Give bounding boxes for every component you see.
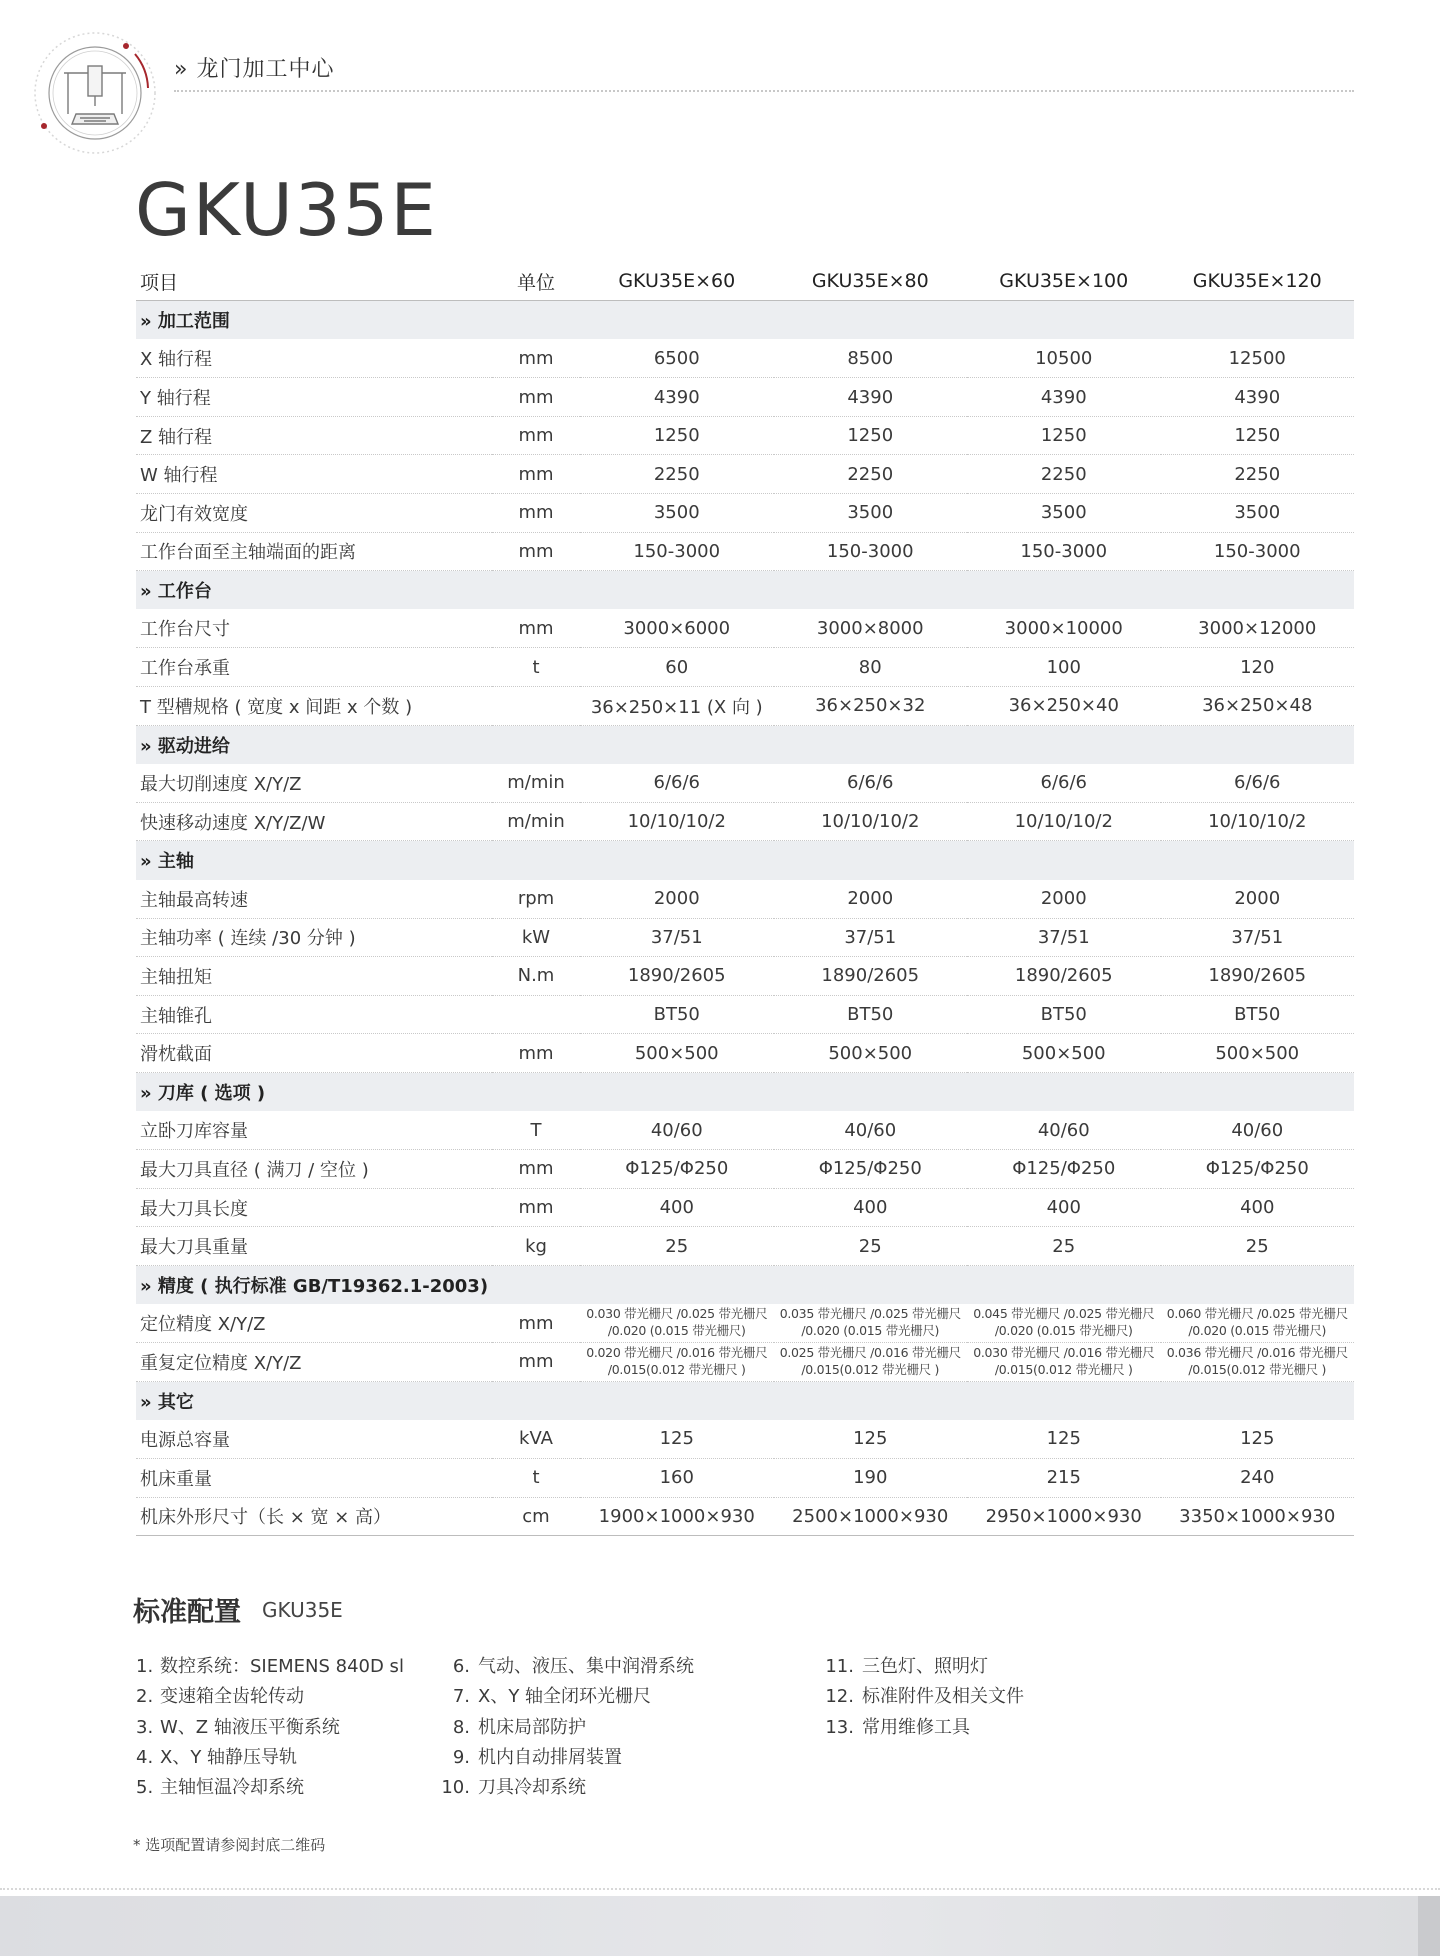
row-value: 40/60	[580, 1111, 774, 1150]
footer-band	[0, 1896, 1418, 1956]
row-value: 215	[967, 1458, 1161, 1497]
row-value: BT50	[1161, 995, 1355, 1034]
row-value: 400	[774, 1188, 968, 1227]
row-value: 37/51	[967, 918, 1161, 957]
row-value: 10/10/10/2	[580, 802, 774, 841]
row-item-label: 机床重量	[136, 1458, 492, 1497]
row-unit: kg	[492, 1227, 580, 1266]
config-item-text: 变速箱全齿轮传动	[160, 1686, 304, 1708]
config-list-2	[440, 1652, 694, 1803]
table-row	[136, 1034, 1354, 1073]
config-item-number: 4.	[136, 1746, 154, 1768]
row-value: 2250	[580, 455, 774, 494]
row-value: 500×500	[774, 1034, 968, 1073]
config-list-3	[820, 1652, 1024, 1743]
row-value: 500×500	[580, 1034, 774, 1073]
row-value: 25	[1161, 1227, 1355, 1266]
config-item-number: 5.	[136, 1777, 154, 1799]
row-value: 0.030 带光栅尺 /0.016 带光栅尺 /0.015(0.012 带光栅尺 )	[967, 1343, 1161, 1382]
row-unit: mm	[492, 532, 580, 571]
row-value: 12500	[1161, 339, 1355, 378]
row-unit: mm	[492, 416, 580, 455]
row-value: 60	[580, 648, 774, 687]
config-item-text: W、Z 轴液压平衡系统	[160, 1716, 340, 1738]
config-item	[440, 1743, 694, 1773]
row-unit: mm	[492, 339, 580, 378]
row-value: 6500	[580, 339, 774, 378]
row-item-label: 立卧刀库容量	[136, 1111, 492, 1150]
row-value: 3000×10000	[967, 609, 1161, 648]
row-value: 4390	[580, 378, 774, 417]
model-title: GKU35E	[135, 168, 438, 252]
row-unit: rpm	[492, 880, 580, 919]
row-item-label: W 轴行程	[136, 455, 492, 494]
row-value: 2250	[967, 455, 1161, 494]
row-value: 80	[774, 648, 968, 687]
header-model-60: GKU35E×60	[580, 262, 774, 301]
row-unit: cm	[492, 1497, 580, 1536]
footer-divider	[0, 1888, 1440, 1890]
row-value: 240	[1161, 1458, 1355, 1497]
spec-table	[136, 262, 1354, 1536]
row-unit: kW	[492, 918, 580, 957]
row-value: 10/10/10/2	[1161, 802, 1355, 841]
header-item: 项目	[136, 262, 492, 301]
row-value: 2950×1000×930	[967, 1497, 1161, 1536]
table-row	[136, 687, 1354, 726]
table-row	[136, 339, 1354, 378]
config-item-text: 标准附件及相关文件	[862, 1686, 1024, 1708]
row-item-label: 主轴功率 ( 连续 /30 分钟 )	[136, 918, 492, 957]
row-value: BT50	[967, 995, 1161, 1034]
row-item-label: 工作台承重	[136, 648, 492, 687]
row-unit	[492, 995, 580, 1034]
row-value: 8500	[774, 339, 968, 378]
row-value: 2250	[774, 455, 968, 494]
table-row	[136, 1458, 1354, 1497]
row-value: 400	[967, 1188, 1161, 1227]
row-value: 0.045 带光栅尺 /0.025 带光栅尺 /0.020 (0.015 带光栅尺)	[967, 1304, 1161, 1343]
table-row	[136, 995, 1354, 1034]
row-value: 1890/2605	[967, 957, 1161, 996]
row-value: 0.036 带光栅尺 /0.016 带光栅尺 /0.015(0.012 带光栅尺 )	[1161, 1343, 1355, 1382]
row-value: 36×250×48	[1161, 687, 1355, 726]
section-header-row	[136, 1381, 1354, 1420]
config-item	[136, 1713, 404, 1743]
row-value: 4390	[1161, 378, 1355, 417]
gantry-machine-logo-icon	[30, 28, 160, 158]
row-unit	[492, 687, 580, 726]
row-value: 36×250×40	[967, 687, 1161, 726]
row-value: 0.020 带光栅尺 /0.016 带光栅尺 /0.015(0.012 带光栅尺 )	[580, 1343, 774, 1382]
row-value: 36×250×11 (X 向 )	[580, 687, 774, 726]
row-value: 120	[1161, 648, 1355, 687]
table-row	[136, 416, 1354, 455]
section-title: » 精度 ( 执行标准 GB/T19362.1-2003)	[136, 1265, 1354, 1304]
row-value: Φ125/Φ250	[580, 1150, 774, 1189]
config-item-text: 三色灯、照明灯	[862, 1656, 988, 1677]
row-value: 10/10/10/2	[774, 802, 968, 841]
row-item-label: 工作台面至主轴端面的距离	[136, 532, 492, 571]
footer-band-edge	[1418, 1896, 1440, 1956]
row-value: 2500×1000×930	[774, 1497, 968, 1536]
row-value: 4390	[967, 378, 1161, 417]
table-row	[136, 648, 1354, 687]
row-value: 0.060 带光栅尺 /0.025 带光栅尺 /0.020 (0.015 带光栅尺)	[1161, 1304, 1355, 1343]
row-unit: mm	[492, 1034, 580, 1073]
table-row	[136, 1150, 1354, 1189]
row-item-label: 主轴锥孔	[136, 995, 492, 1034]
row-value: 125	[580, 1420, 774, 1459]
config-item	[440, 1682, 694, 1712]
config-item-number: 9.	[452, 1746, 470, 1768]
table-row	[136, 494, 1354, 533]
row-item-label: 电源总容量	[136, 1420, 492, 1459]
row-value: 6/6/6	[967, 764, 1161, 803]
row-value: 150-3000	[580, 532, 774, 571]
table-row	[136, 1420, 1354, 1459]
row-item-label: 滑枕截面	[136, 1034, 492, 1073]
table-row	[136, 1497, 1354, 1536]
table-row	[136, 455, 1354, 494]
config-item-number: 7.	[452, 1686, 470, 1708]
section-tag: » 龙门加工中心	[174, 57, 335, 82]
row-unit: m/min	[492, 802, 580, 841]
row-value: 0.025 带光栅尺 /0.016 带光栅尺 /0.015(0.012 带光栅尺 )	[774, 1343, 968, 1382]
row-value: 1890/2605	[774, 957, 968, 996]
section-header-row	[136, 301, 1354, 340]
config-item-number: 12.	[825, 1686, 854, 1708]
row-unit: mm	[492, 1150, 580, 1189]
row-unit: mm	[492, 1304, 580, 1343]
row-unit: mm	[492, 378, 580, 417]
config-item-text: 气动、液压、集中润滑系统	[478, 1656, 694, 1677]
section-title: » 刀库 ( 选项 )	[136, 1072, 1354, 1111]
row-item-label: 主轴最高转速	[136, 880, 492, 919]
row-value: 25	[580, 1227, 774, 1266]
row-value: 40/60	[967, 1111, 1161, 1150]
row-value: 0.035 带光栅尺 /0.025 带光栅尺 /0.020 (0.015 带光栅尺)	[774, 1304, 968, 1343]
row-value: 36×250×32	[774, 687, 968, 726]
row-value: 6/6/6	[580, 764, 774, 803]
row-item-label: 最大刀具重量	[136, 1227, 492, 1266]
row-value: 125	[1161, 1420, 1355, 1459]
row-item-label: Y 轴行程	[136, 378, 492, 417]
config-item-text: 数控系统：SIEMENS 840D sl	[160, 1656, 404, 1677]
row-item-label: 最大刀具长度	[136, 1188, 492, 1227]
row-unit: mm	[492, 609, 580, 648]
row-value: 1890/2605	[580, 957, 774, 996]
row-value: 2000	[1161, 880, 1355, 919]
table-row	[136, 880, 1354, 919]
row-value: 1900×1000×930	[580, 1497, 774, 1536]
row-value: 37/51	[774, 918, 968, 957]
row-item-label: 工作台尺寸	[136, 609, 492, 648]
row-value: BT50	[774, 995, 968, 1034]
row-value: 2000	[580, 880, 774, 919]
header-model-120: GKU35E×120	[1161, 262, 1355, 301]
row-value: 500×500	[967, 1034, 1161, 1073]
row-value: 10500	[967, 339, 1161, 378]
row-value: 150-3000	[774, 532, 968, 571]
row-value: 6/6/6	[1161, 764, 1355, 803]
row-unit: mm	[492, 494, 580, 533]
row-value: 25	[774, 1227, 968, 1266]
config-item	[820, 1652, 1024, 1682]
row-value: 1250	[774, 416, 968, 455]
table-row	[136, 764, 1354, 803]
config-item-text: X、Y 轴静压导轨	[160, 1746, 298, 1768]
row-value: 3500	[967, 494, 1161, 533]
section-title: » 主轴	[136, 841, 1354, 880]
config-item-number: 10.	[441, 1777, 470, 1799]
table-row	[136, 1304, 1354, 1343]
row-value: 190	[774, 1458, 968, 1497]
row-value: 1250	[967, 416, 1161, 455]
row-value: 500×500	[1161, 1034, 1355, 1073]
table-row	[136, 1343, 1354, 1382]
row-value: 3500	[774, 494, 968, 533]
config-item	[136, 1773, 404, 1803]
config-item	[136, 1682, 404, 1712]
config-item-text: 机内自动排屑装置	[478, 1746, 622, 1768]
config-item-number: 1.	[136, 1656, 154, 1677]
table-row	[136, 918, 1354, 957]
section-title: » 其它	[136, 1381, 1354, 1420]
row-value: 1250	[580, 416, 774, 455]
config-item-number: 11.	[825, 1656, 854, 1677]
table-header-row	[136, 262, 1354, 301]
row-value: 3350×1000×930	[1161, 1497, 1355, 1536]
header-unit: 单位	[492, 262, 580, 301]
section-header-row	[136, 725, 1354, 764]
row-value: 10/10/10/2	[967, 802, 1161, 841]
row-value: 3000×12000	[1161, 609, 1355, 648]
row-unit: m/min	[492, 764, 580, 803]
config-item-number: 8.	[452, 1716, 470, 1738]
config-item-number: 6.	[452, 1656, 470, 1677]
row-value: 150-3000	[1161, 532, 1355, 571]
row-value: 400	[1161, 1188, 1355, 1227]
config-item-text: X、Y 轴全闭环光栅尺	[478, 1686, 652, 1708]
config-item	[440, 1713, 694, 1743]
config-item-number: 3.	[136, 1716, 154, 1738]
spec-table-body	[136, 301, 1354, 1536]
row-value: 3000×8000	[774, 609, 968, 648]
row-item-label: X 轴行程	[136, 339, 492, 378]
table-row	[136, 1111, 1354, 1150]
row-value: 4390	[774, 378, 968, 417]
row-value: 125	[774, 1420, 968, 1459]
row-value: 37/51	[1161, 918, 1355, 957]
header-model-100: GKU35E×100	[967, 262, 1161, 301]
row-item-label: 龙门有效宽度	[136, 494, 492, 533]
header-model-80: GKU35E×80	[774, 262, 968, 301]
table-row	[136, 378, 1354, 417]
config-item	[820, 1713, 1024, 1743]
row-unit: t	[492, 648, 580, 687]
row-item-label: 快速移动速度 X/Y/Z/W	[136, 802, 492, 841]
row-value: 2000	[967, 880, 1161, 919]
row-item-label: 机床外形尺寸（长 × 宽 × 高）	[136, 1497, 492, 1536]
row-value: 25	[967, 1227, 1161, 1266]
table-row	[136, 1188, 1354, 1227]
row-value: 3500	[580, 494, 774, 533]
row-value: 6/6/6	[774, 764, 968, 803]
config-item-number: 13.	[825, 1716, 854, 1738]
row-unit: mm	[492, 1188, 580, 1227]
section-title: » 加工范围	[136, 301, 1354, 340]
standard-config-model: GKU35E	[262, 1598, 343, 1622]
row-value: Φ125/Φ250	[1161, 1150, 1355, 1189]
row-item-label: Z 轴行程	[136, 416, 492, 455]
row-unit: N.m	[492, 957, 580, 996]
row-item-label: 最大刀具直径 ( 满刀 / 空位 )	[136, 1150, 492, 1189]
row-item-label: 定位精度 X/Y/Z	[136, 1304, 492, 1343]
row-value: 3500	[1161, 494, 1355, 533]
row-value: 400	[580, 1188, 774, 1227]
row-value: 40/60	[1161, 1111, 1355, 1150]
row-value: Φ125/Φ250	[774, 1150, 968, 1189]
row-unit: T	[492, 1111, 580, 1150]
config-item	[440, 1773, 694, 1803]
row-value: BT50	[580, 995, 774, 1034]
row-item-label: 最大切削速度 X/Y/Z	[136, 764, 492, 803]
row-unit: mm	[492, 1343, 580, 1382]
row-unit: t	[492, 1458, 580, 1497]
row-value: 1890/2605	[1161, 957, 1355, 996]
row-value: 160	[580, 1458, 774, 1497]
row-value: 1250	[1161, 416, 1355, 455]
section-header-row	[136, 841, 1354, 880]
table-row	[136, 532, 1354, 571]
header-divider	[174, 90, 1354, 92]
section-header-row	[136, 1072, 1354, 1111]
section-header-row	[136, 1265, 1354, 1304]
config-item	[820, 1682, 1024, 1712]
config-item	[136, 1743, 404, 1773]
row-value: 125	[967, 1420, 1161, 1459]
row-value: 2000	[774, 880, 968, 919]
config-item	[440, 1652, 694, 1682]
table-row	[136, 1227, 1354, 1266]
row-item-label: 重复定位精度 X/Y/Z	[136, 1343, 492, 1382]
config-item	[136, 1652, 404, 1682]
config-item-text: 机床局部防护	[478, 1716, 586, 1738]
row-value: 2250	[1161, 455, 1355, 494]
row-unit: mm	[492, 455, 580, 494]
row-value: 3000×6000	[580, 609, 774, 648]
table-row	[136, 802, 1354, 841]
row-item-label: T 型槽规格 ( 宽度 x 间距 x 个数 )	[136, 687, 492, 726]
row-value: 37/51	[580, 918, 774, 957]
config-item-text: 常用维修工具	[862, 1716, 970, 1738]
row-value: Φ125/Φ250	[967, 1150, 1161, 1189]
config-item-number: 2.	[136, 1686, 154, 1708]
section-title: » 工作台	[136, 571, 1354, 610]
row-value: 40/60	[774, 1111, 968, 1150]
table-row	[136, 609, 1354, 648]
table-row	[136, 957, 1354, 996]
row-item-label: 主轴扭矩	[136, 957, 492, 996]
footnote: * 选项配置请参阅封底二维码	[133, 1836, 326, 1854]
row-value: 100	[967, 648, 1161, 687]
row-value: 0.030 带光栅尺 /0.025 带光栅尺 /0.020 (0.015 带光栅尺)	[580, 1304, 774, 1343]
config-item-text: 主轴恒温冷却系统	[160, 1777, 304, 1799]
config-item-text: 刀具冷却系统	[478, 1777, 586, 1799]
section-header-row	[136, 571, 1354, 610]
standard-config-title: 标准配置	[133, 1597, 241, 1628]
row-value: 150-3000	[967, 532, 1161, 571]
config-list-1	[136, 1652, 404, 1803]
row-unit: kVA	[492, 1420, 580, 1459]
section-title: » 驱动进给	[136, 725, 1354, 764]
